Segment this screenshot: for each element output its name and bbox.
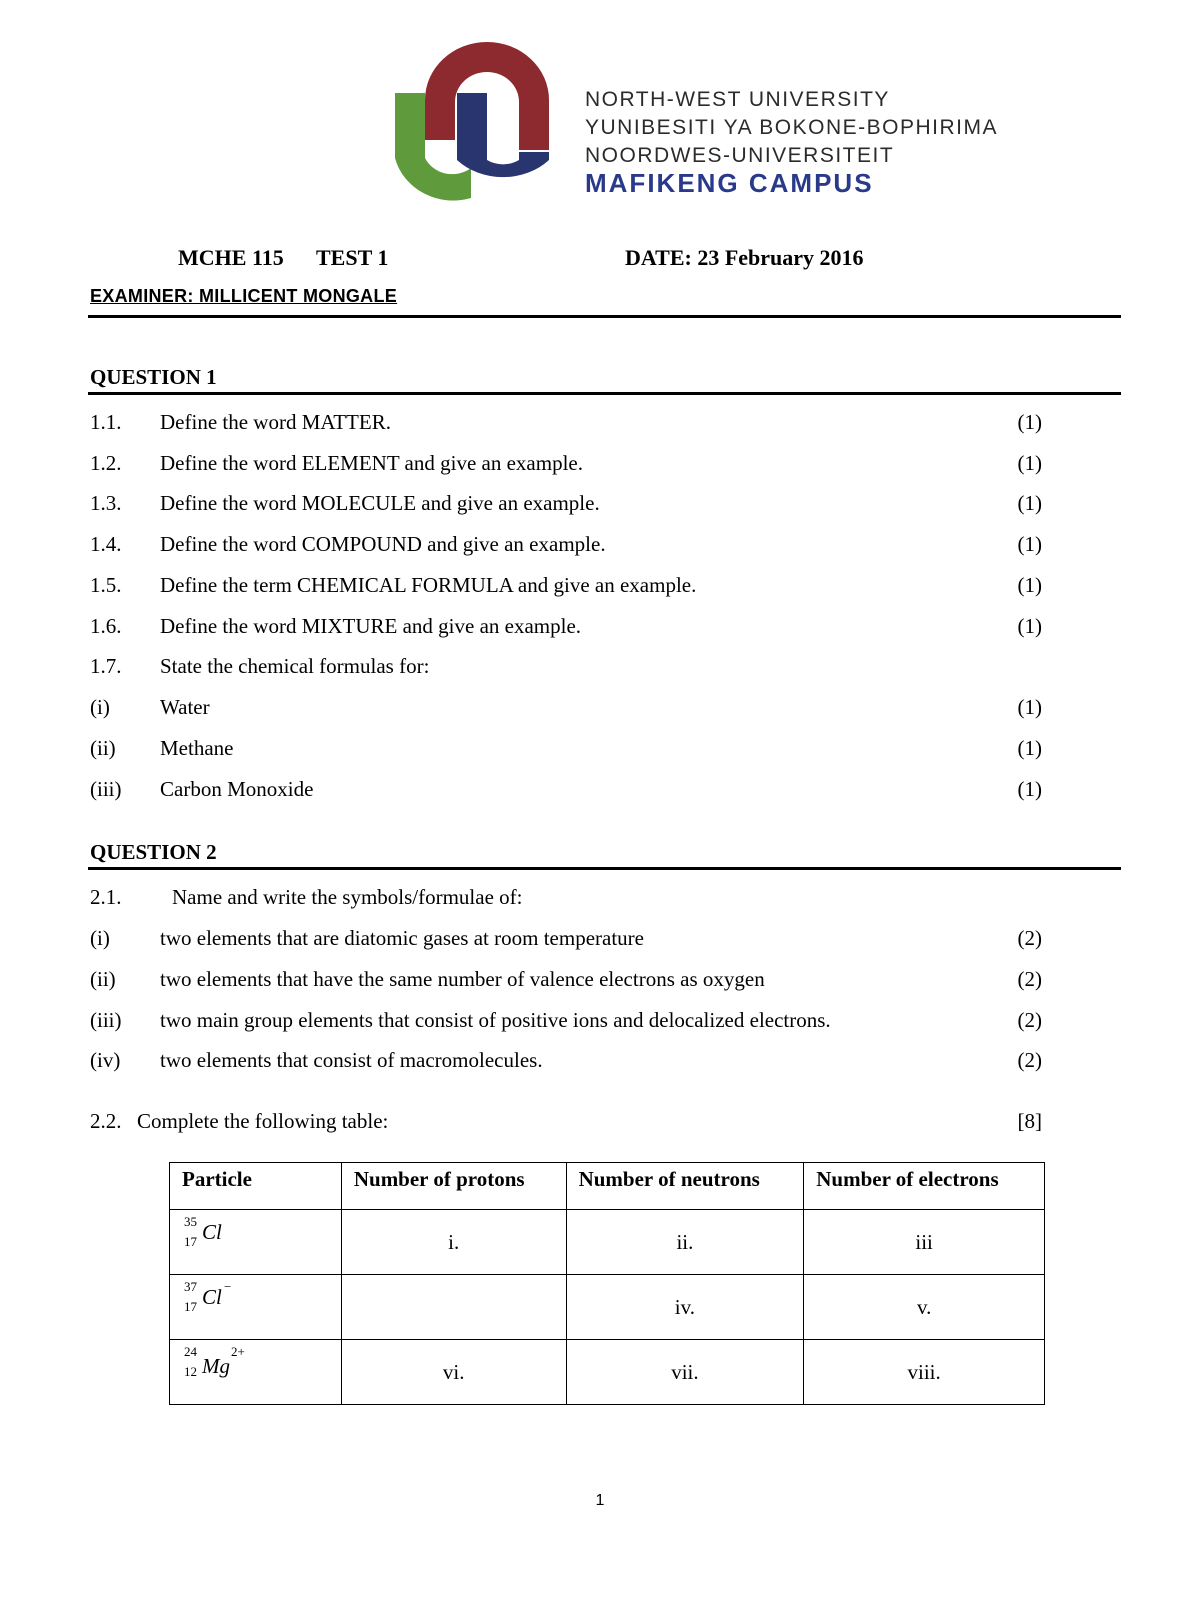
header-electrons: Number of electrons	[804, 1163, 1045, 1210]
item-number: (ii)	[90, 967, 116, 991]
q1-item	[90, 532, 1042, 562]
q2-item	[90, 926, 1042, 956]
test-date: DATE: 23 February 2016	[625, 245, 864, 270]
particle-cell	[170, 1210, 342, 1275]
mass-number: 37	[184, 1279, 197, 1294]
item-number: 1.4.	[90, 532, 122, 556]
header-divider	[88, 315, 1121, 318]
protons-cell: vi.	[341, 1340, 566, 1405]
q1-item	[90, 777, 1042, 807]
q2-intro	[90, 885, 1042, 915]
header-neutrons: Number of neutrons	[566, 1163, 804, 1210]
item-number: 1.2.	[90, 451, 122, 475]
examiner: EXAMINER: MILLICENT MONGALE	[90, 286, 398, 306]
university-name-setswana: YUNIBESITI YA BOKONE-BOPHIRIMA	[585, 116, 998, 139]
university-name-afrikaans: NOORDWES-UNIVERSITEIT	[585, 144, 895, 167]
question1-title: QUESTION 1	[90, 365, 217, 389]
particle-table	[169, 1162, 1045, 1405]
item-mark: (1)	[1017, 532, 1042, 556]
ion-charge: 2+	[231, 1344, 245, 1359]
neutrons-cell: ii.	[566, 1210, 804, 1275]
item-text: Define the word MATTER.	[160, 410, 391, 434]
electrons-cell: v.	[804, 1275, 1045, 1340]
table-row	[170, 1340, 1045, 1405]
item-number: 1.1.	[90, 410, 122, 434]
item-text: Define the word MOLECULE and give an example.	[160, 491, 600, 515]
item-mark: (1)	[1017, 736, 1042, 760]
test-label: TEST 1	[316, 245, 389, 270]
item-text: Define the word MIXTURE and give an example.	[160, 614, 582, 638]
item-text: State the chemical formulas for:	[160, 654, 430, 678]
item-text: two elements that have the same number of valence electrons as oxygen	[160, 967, 765, 991]
university-name-english: NORTH-WEST UNIVERSITY	[585, 88, 890, 111]
header-particle: Particle	[170, 1163, 342, 1210]
q1-item	[90, 573, 1042, 603]
item-text: two main group elements that consist of positive ions and delocalized electrons.	[160, 1008, 831, 1032]
item-text: Define the word COMPOUND and give an example.	[160, 532, 606, 556]
isotope-notation	[184, 1344, 264, 1388]
atomic-number: 17	[184, 1234, 197, 1249]
item-text: two elements that are diatomic gases at room temperature	[160, 926, 644, 950]
element-symbol: Mg	[202, 1354, 230, 1378]
q1-item	[90, 695, 1042, 725]
item-number: (iii)	[90, 1008, 122, 1032]
q1-item	[90, 451, 1042, 481]
table-row	[170, 1210, 1045, 1275]
item-text: Methane	[160, 736, 234, 760]
atomic-number: 17	[184, 1299, 197, 1314]
campus-name: MAFIKENG CAMPUS	[585, 168, 874, 198]
isotope-notation	[184, 1279, 264, 1323]
q1-item	[90, 491, 1042, 521]
item-mark: (1)	[1017, 695, 1042, 719]
mass-number: 24	[184, 1344, 197, 1359]
q1-item	[90, 654, 1042, 684]
item-number: (iv)	[90, 1048, 121, 1072]
item-number: (i)	[90, 695, 110, 719]
item-number: (ii)	[90, 736, 116, 760]
q1-item	[90, 410, 1042, 440]
question2-title: QUESTION 2	[90, 840, 217, 864]
page-number: 1	[595, 1492, 605, 1509]
isotope-notation	[184, 1214, 264, 1258]
item-number: 2.2.	[90, 1109, 122, 1133]
table-row	[170, 1275, 1045, 1340]
item-mark: (2)	[1017, 1048, 1042, 1072]
particle-cell	[170, 1340, 342, 1405]
item-mark: (2)	[1017, 967, 1042, 991]
protons-cell	[341, 1275, 566, 1340]
question2-divider	[88, 867, 1121, 870]
nwu-emblem-icon	[395, 40, 575, 210]
neutrons-cell: iv.	[566, 1275, 804, 1340]
item-mark: (1)	[1017, 573, 1042, 597]
mass-number: 35	[184, 1214, 197, 1229]
element-symbol: Cl	[202, 1285, 222, 1309]
q2-item	[90, 967, 1042, 997]
item-mark: (1)	[1017, 451, 1042, 475]
item-number: 1.6.	[90, 614, 122, 638]
element-symbol: Cl	[202, 1220, 222, 1244]
item-number: (i)	[90, 926, 110, 950]
atomic-number: 12	[184, 1364, 197, 1379]
neutrons-cell: vii.	[566, 1340, 804, 1405]
item-mark: (2)	[1017, 926, 1042, 950]
item-number: (iii)	[90, 777, 122, 801]
q2-table-prompt	[90, 1109, 1042, 1139]
item-mark: [8]	[1017, 1109, 1042, 1133]
ion-charge: −	[224, 1279, 232, 1294]
question1-divider	[88, 392, 1121, 395]
item-number: 2.1.	[90, 885, 122, 909]
header-protons: Number of protons	[341, 1163, 566, 1210]
item-text: Carbon Monoxide	[160, 777, 314, 801]
particle-cell	[170, 1275, 342, 1340]
item-mark: (1)	[1017, 410, 1042, 434]
item-text: Water	[160, 695, 210, 719]
item-text: Define the word ELEMENT and give an example.	[160, 451, 583, 475]
item-text: Complete the following table:	[137, 1109, 389, 1133]
item-mark: (1)	[1017, 491, 1042, 515]
protons-cell: i.	[341, 1210, 566, 1275]
course-code: MCHE 115	[178, 245, 284, 270]
q2-item	[90, 1048, 1042, 1078]
q2-item	[90, 1008, 1042, 1038]
q1-item	[90, 614, 1042, 644]
item-number: 1.5.	[90, 573, 122, 597]
item-mark: (1)	[1017, 614, 1042, 638]
item-text: Name and write the symbols/formulae of:	[172, 885, 523, 909]
electrons-cell: iii	[804, 1210, 1045, 1275]
table-header-row	[170, 1163, 1045, 1210]
electrons-cell: viii.	[804, 1340, 1045, 1405]
item-text: Define the term CHEMICAL FORMULA and give an example.	[160, 573, 697, 597]
q1-item	[90, 736, 1042, 766]
item-text: two elements that consist of macromolecules.	[160, 1048, 543, 1072]
item-mark: (1)	[1017, 777, 1042, 801]
item-number: 1.3.	[90, 491, 122, 515]
item-number: 1.7.	[90, 654, 122, 678]
item-mark: (2)	[1017, 1008, 1042, 1032]
university-logo	[395, 40, 998, 210]
